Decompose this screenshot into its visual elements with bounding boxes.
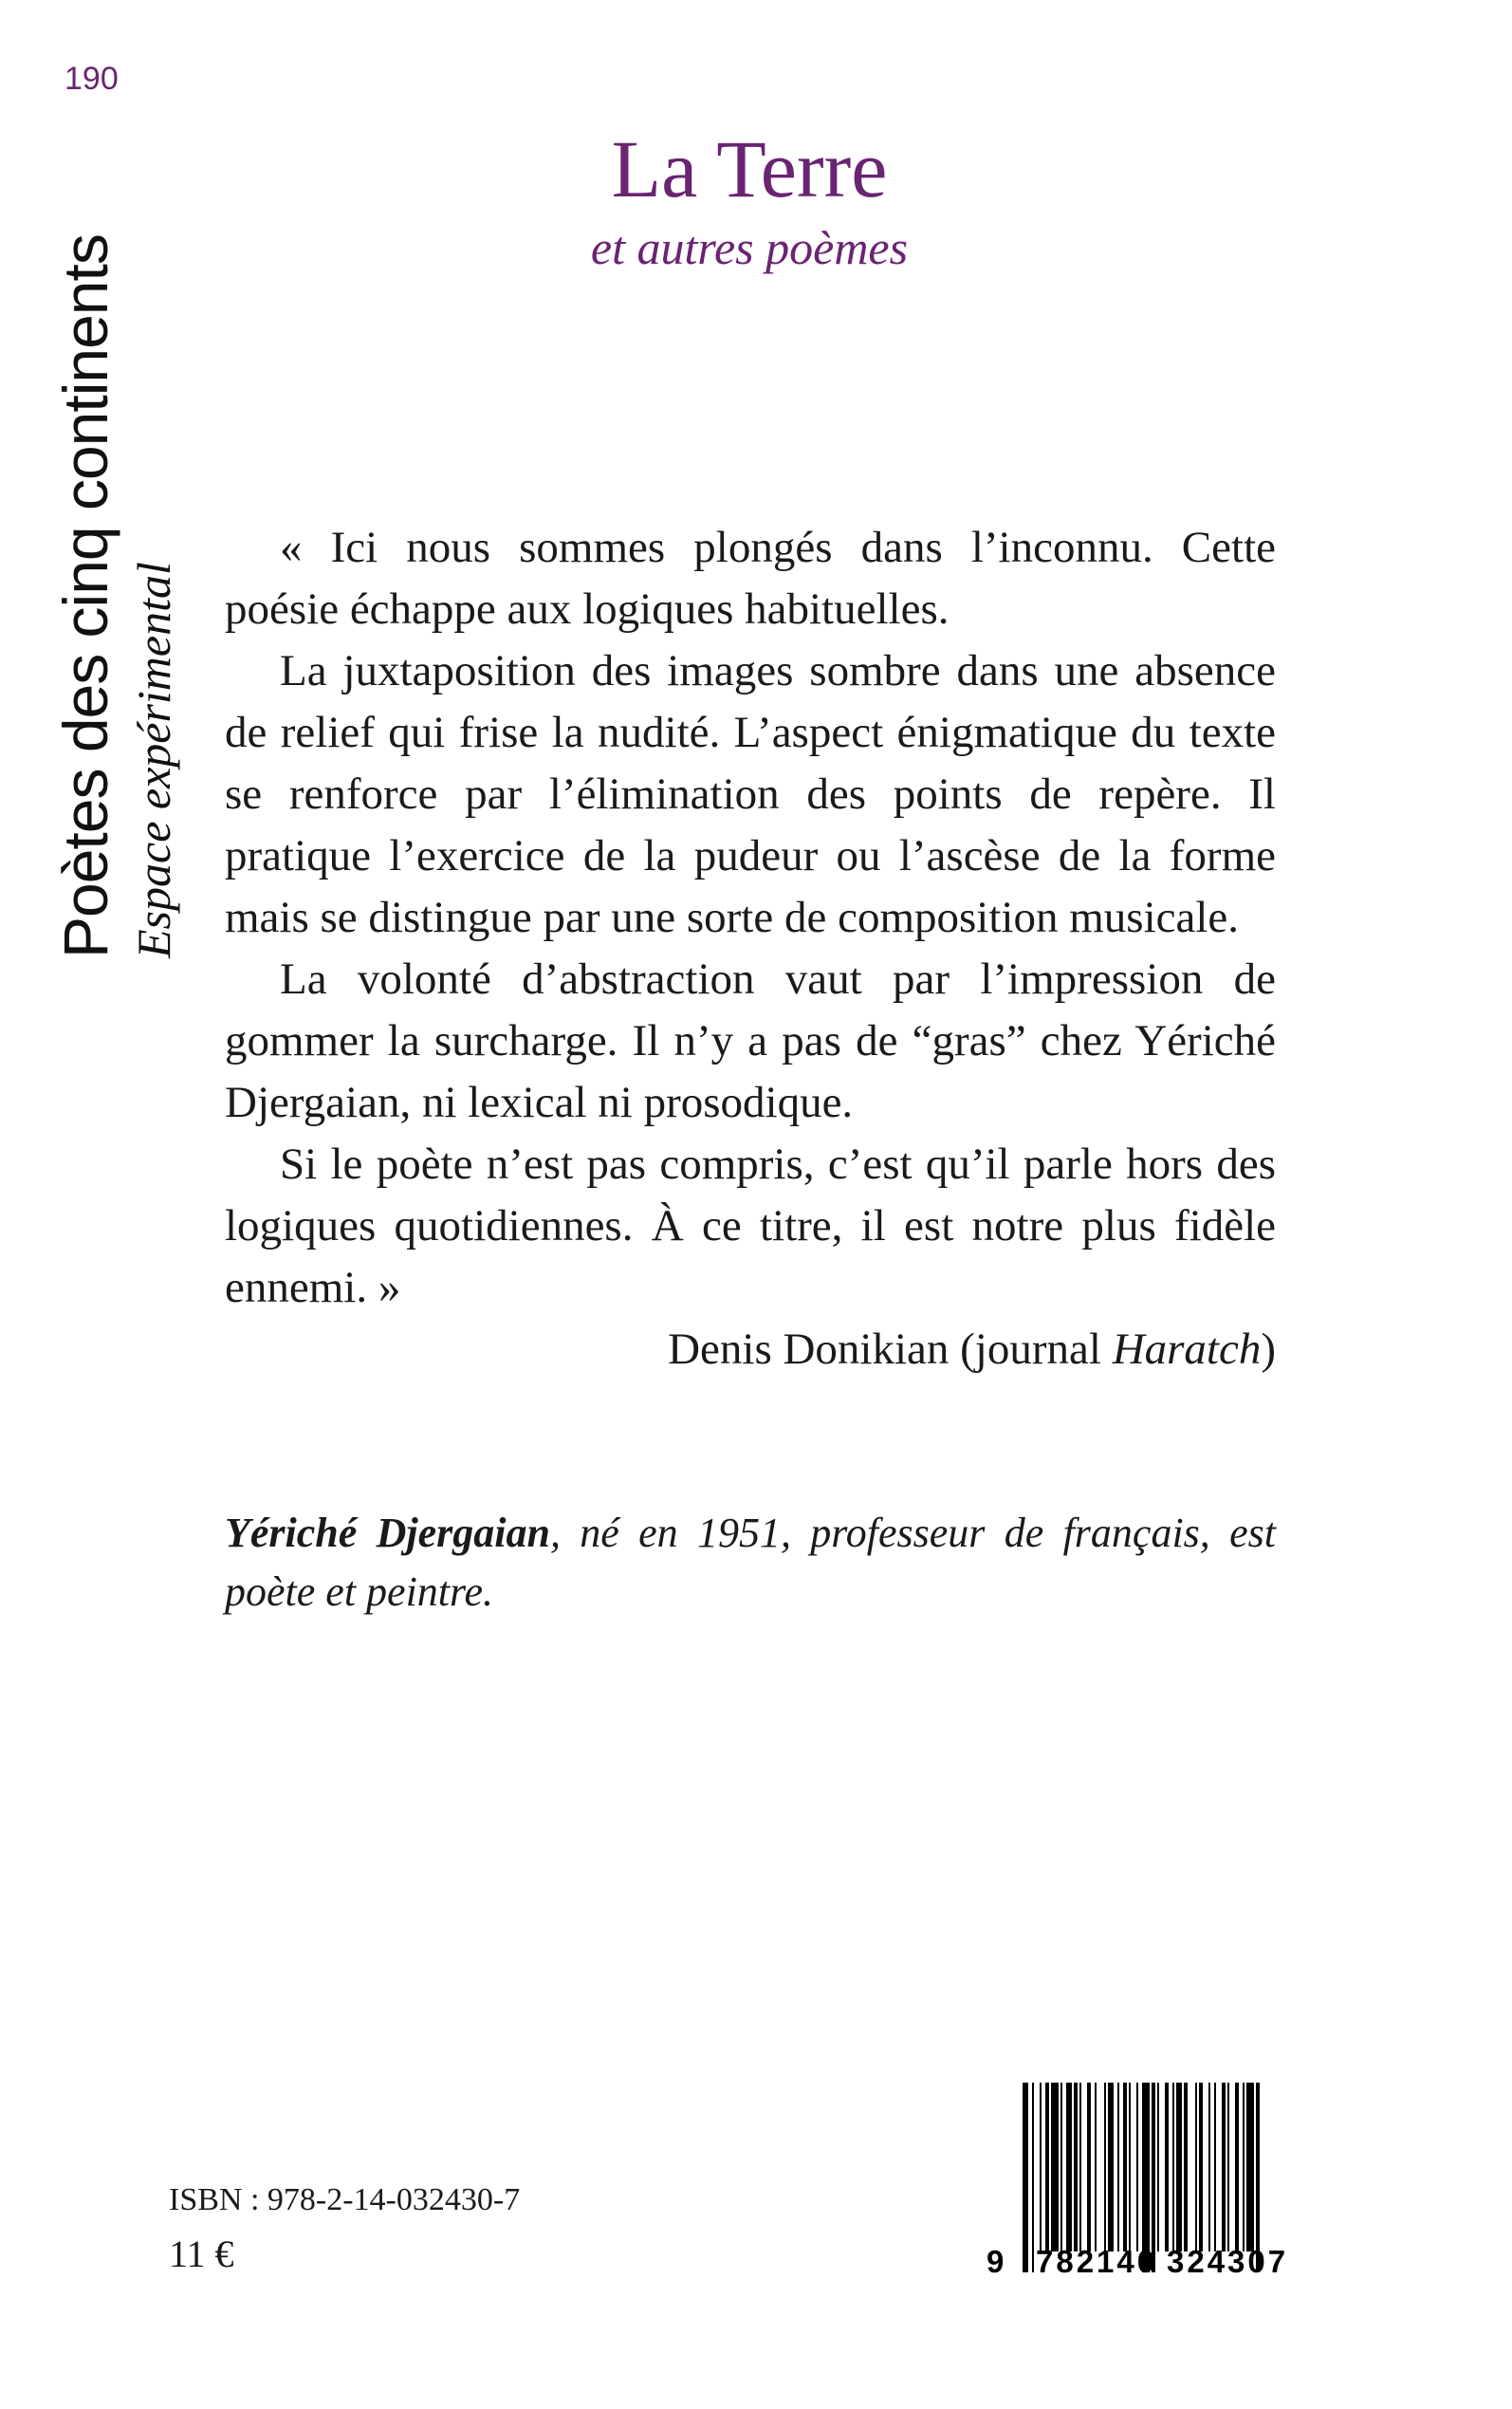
barcode-group-2: 324307 <box>1167 2244 1289 2279</box>
book-subtitle: et autres poèmes <box>590 221 909 274</box>
blurb-quote <box>225 517 1276 1381</box>
barcode <box>986 2083 1318 2287</box>
barcode-bar <box>1246 2083 1254 2251</box>
barcode-bar <box>1060 2083 1062 2251</box>
quote-paragraph: La volonté d’abstraction vaut par l’impression de gommer la surcharge. Il n’y a pas de “gras” chez Yériché Djergaian, ni lexical ni prosodique. <box>225 954 1276 1127</box>
series-name: Poètes des cinq continents <box>50 234 120 958</box>
isbn: ISBN : 978-2-14-032430-7 <box>169 2182 521 2217</box>
barcode-bar <box>1066 2083 1072 2251</box>
quote-paragraph: Si le poète n’est pas compris, c’est qu’il parle hors des logiques quotidiennes. À ce titre, il est notre plus fidèle ennemi. » <box>225 1140 1276 1312</box>
barcode-bar <box>1087 2083 1091 2251</box>
barcode-bar <box>1184 2083 1188 2251</box>
series-spine-text <box>46 142 182 958</box>
book-title: La Terre <box>611 123 888 214</box>
barcode-bar <box>1074 2083 1078 2251</box>
attribution-source: Haratch <box>1112 1325 1262 1374</box>
barcode-bar <box>1227 2083 1229 2251</box>
barcode-bar <box>1235 2083 1239 2251</box>
quote-paragraph: « Ici nous sommes plongés dans l’inconnu. Cette poésie échappe aux logiques habituelles. <box>225 523 1276 634</box>
barcode-bar <box>1195 2083 1197 2251</box>
barcode-bar <box>1172 2083 1174 2251</box>
barcode-bar <box>1079 2083 1081 2251</box>
barcode-bar <box>1117 2083 1119 2251</box>
barcode-bar <box>1104 2083 1106 2251</box>
barcode-bar <box>1108 2083 1114 2251</box>
barcode-bar <box>1123 2083 1127 2251</box>
barcode-bar <box>1129 2083 1131 2251</box>
price: 11 € <box>169 2233 234 2275</box>
barcode-lead-digit: 9 <box>986 2244 1007 2279</box>
attribution-close: ) <box>1261 1325 1276 1374</box>
barcode-bar <box>1032 2083 1034 2272</box>
author-bio <box>225 1504 1276 1621</box>
barcode-bar <box>1214 2083 1216 2251</box>
series-number: 190 <box>65 61 119 97</box>
barcode-group-1: 782140 <box>1036 2244 1158 2279</box>
barcode-bar <box>1040 2083 1042 2251</box>
barcode-bar <box>1051 2083 1059 2251</box>
barcode-bar <box>1165 2083 1169 2251</box>
barcode-bar <box>1222 2083 1226 2251</box>
barcode-bar <box>1243 2083 1245 2251</box>
barcode-bar <box>1199 2083 1203 2251</box>
attribution-author: Denis Donikian (journal <box>668 1325 1113 1374</box>
barcode-bar <box>1045 2083 1049 2251</box>
barcode-bar <box>1176 2083 1182 2251</box>
barcode-bar <box>1136 2083 1138 2251</box>
barcode-bar <box>1095 2083 1097 2251</box>
series-subtitle: Espace expérimental <box>127 562 180 958</box>
quote-attribution <box>225 1319 1276 1381</box>
author-bio-text: , né en 1951, professeur de français, est poète et peintre. <box>225 1510 1276 1615</box>
author-name: Yériché Djergaian <box>225 1510 550 1556</box>
barcode-bar <box>1157 2083 1159 2251</box>
quote-paragraph: La juxtaposition des images sombre dans une absence de relief qui frise la nudité. L’aspect énigmatique du texte se renforce par l’élimination des points de repère. Il pratique l’exercice de la pudeur ou l’ascèse de la forme mais se distingue par une sorte de composition musicale. <box>225 646 1276 942</box>
barcode-bar <box>1023 2083 1028 2272</box>
barcode-bar <box>1208 2083 1210 2251</box>
